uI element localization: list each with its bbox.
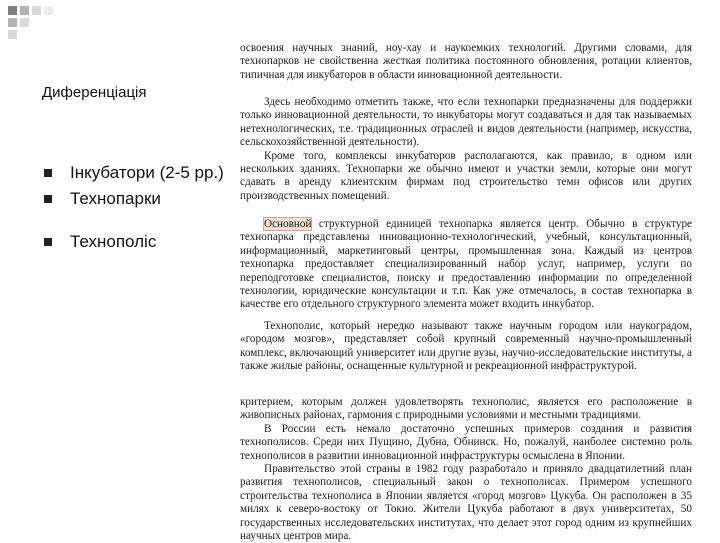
scan-paragraph: Технополис, который нередко называют также научным городом или наукоградом, «городом мозгов», представляет собой крупный современный научно-промышленный комплекс, включающий университет или другие вузы, научно-исследовательские институты, а также жилые районы, оснащенные культурной и рекреационной инфраструктурой. [240,320,692,373]
scan-paragraph-rest: структурной единицей технопарка является центр. Обычно в структуре технопарка представлены инновационно-технологический, учебный, консультационный, информационный, маркетинговый центры, промышленная зона. Каждый из центров технопарка предоставляет специализированный набор услуг, например, услуги по переподготовке специалистов, поиску и предоставлению информации по определенной технологии, юридические консультации и т.п. Как уже отмечалось, в состав технопарка в качестве его отдельного структурного элемента может входить инкубатор. [240,218,692,311]
scanned-text-block-3 [240,218,692,312]
highlighted-word: Основной [264,218,312,230]
scan-paragraph [240,218,692,312]
corner-decoration [0,0,60,40]
scanned-text-block-4 [240,320,692,374]
scanned-text-block-1 [240,42,692,82]
bullet-text: Інкубатори (2-5 рр.) [70,163,224,182]
scanned-text-block-5 [240,396,692,543]
scan-paragraph: Кроме того, комплексы инкубаторов располагаются, как правило, в одном или нескольких зданиях. Технопарки же обычно имеют и участки земли, которые они могут сдавать в аренду клиентским фирмам под строительство темн офисов или других производственных помещений. [240,149,692,202]
deco-square [8,6,17,15]
scan-paragraph: Правительство этой страны в 1982 году разработало и приняло двадцатилетний план развития технополисов, специальный закон о технополисах. Примером успешного строительства технополиса в Японии является «город мозгов» Цукуба. Он расположен в 35 милях к северо-востоку от Токио. Жители Цукуба работают в двух университетах, 50 государственных исследовательских институтах, что делает этот город одним из крупнейших научных центров мира. [240,463,692,543]
deco-square [32,6,41,15]
deco-square [20,18,29,27]
deco-square [8,30,17,39]
slide-heading: Диференціація [42,84,147,101]
scan-paragraph: Здесь необходимо отметить также, что если технопарки предназначены для поддержки только инновационной деятельности, то инкубаторы могут создаваться и для так называемых нетехнологических, т.е. традиционных отраслей и видов деятельности (например, искусства, сельскохозяйственной деятельности). [240,96,692,149]
bullet-text: Технополіс [70,232,157,251]
scanned-text-block-2 [240,96,692,203]
scan-paragraph: критерием, которым должен удовлетворять технополис, является его расположение в живописных районах, гармония с природными условиями и местными традициями. [240,396,692,422]
scan-paragraph: В России есть немало достаточно успешных примеров создания и развития технополисов. Среди них Пущино, Дубна, Обнинск. Но, пожалуй, наиболее системно роль технополисов в развитии инновационной инфраструктуры осмыслена в Японии. [240,422,692,462]
bullet-square-icon [44,238,52,246]
deco-square [20,6,29,15]
bullet-item [42,160,224,186]
bullet-text: Технопарки [70,189,161,208]
deco-square [44,6,53,15]
bullet-square-icon [44,169,52,177]
scan-paragraph: освоения научных знаний, ноу-хау и наукоемких технологий. Другими словами, для технопарков не свойственна жесткая политика постоянного обновления, ротации клиентов, типичная для инкубаторов в области инновационной деятельности. [240,42,692,81]
deco-square [8,18,17,27]
bullet-item [42,186,224,212]
bullet-square-icon [44,195,52,203]
bullet-list [42,160,224,255]
bullet-item [42,229,224,255]
